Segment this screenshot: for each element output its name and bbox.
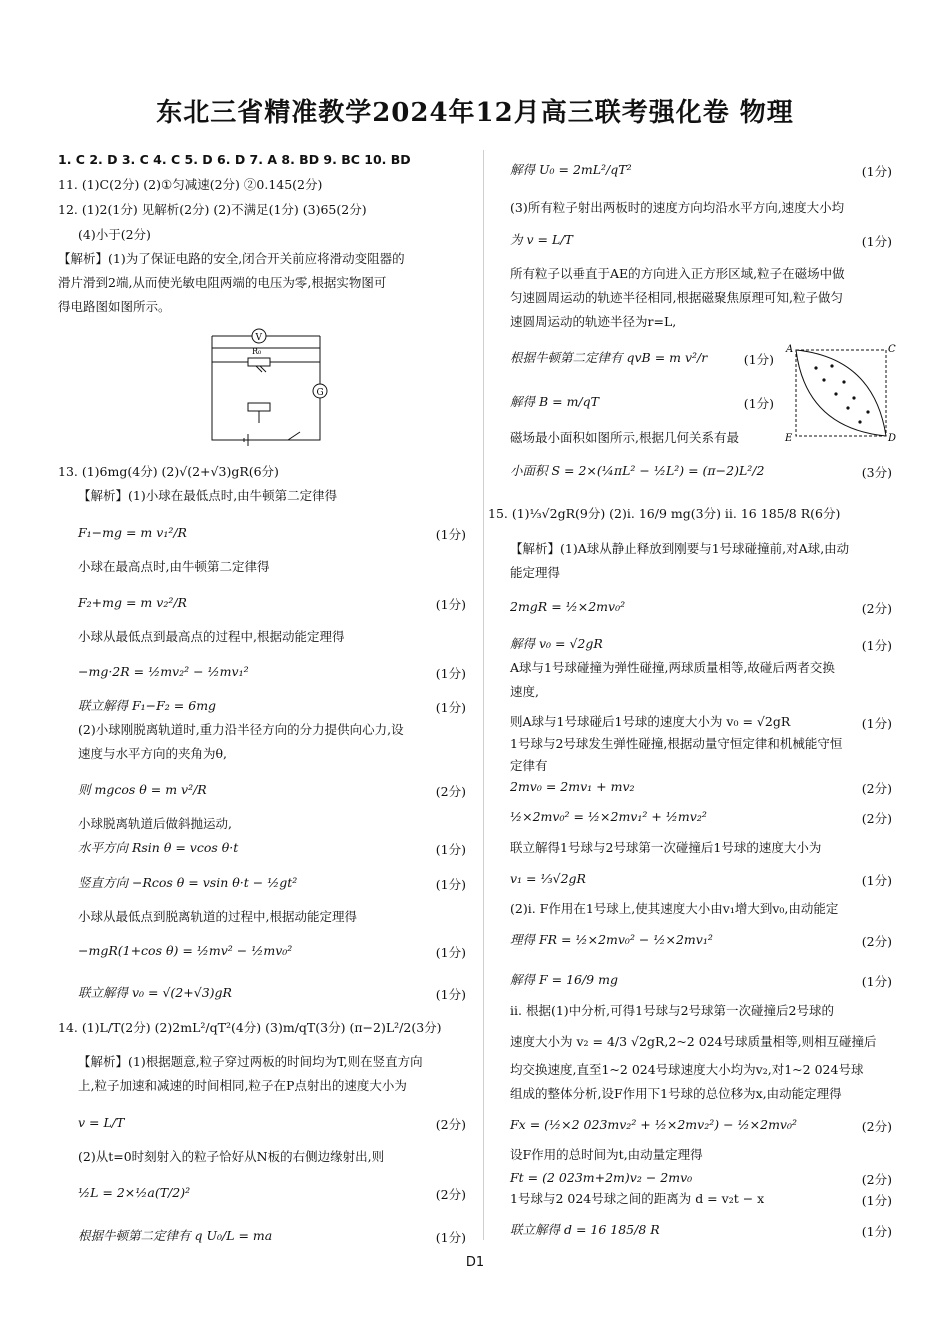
q15-eq9: Fx = (½×2 023mv₂² + ½×2mv₂²) − ½×2mv₀² [510, 1117, 798, 1132]
q15-eq9-points: (2分) [861, 1119, 892, 1134]
q15-line9b: 速度大小为 v₂ = 4/3 √2gR,2~2 024号球质量相等,则相互碰撞后 [510, 1034, 877, 1049]
q15-eq8: 解得 F = 16/9 mg [510, 972, 618, 987]
q15-answer: 15. (1)⅓√2gR(9分) (2)i. 16/9 mg(3分) ii. 16 185/8 R(6分) [488, 506, 841, 521]
q15-eq7: 理得 FR = ½×2mv₀² − ½×2mv₁² [510, 932, 713, 947]
q15-eq4: 2mv₀ = 2mv₁ + mv₂ [510, 779, 635, 794]
q13-line5a: (2)小球刚脱离轨道时,重力沿半径方向的分力提供向心力,设 [78, 722, 404, 737]
q15-line9a: ii. 根据(1)中分析,可得1号球与2号球第一次碰撞后2号球的 [510, 1003, 834, 1018]
q13-eq7: 竖直方向 −Rcos θ = vsin θ·t − ½gt² [78, 875, 298, 890]
q13-eq6-points: (1分) [435, 842, 466, 857]
r0-label: R₀ [252, 347, 262, 356]
q15-line7: (2)i. F作用在1号球上,使其速度大小由v₁增大到v₀,由动能定 [510, 901, 839, 916]
circuit-diagram [208, 328, 328, 443]
q14-answer: 14. (1)L/T(2分) (2)2mL²/qT²(4分) (3)m/qT(3分) (π−2)L²/2(3分) [58, 1020, 442, 1035]
q13-eq5-points: (2分) [435, 784, 466, 799]
q13-explanation-1: 【解析】(1)小球在最低点时,由牛顿第二定律得 [78, 488, 338, 503]
point-e-label: E [785, 433, 793, 444]
q15-eq1-points: (2分) [861, 601, 892, 616]
q15-eq4-points: (2分) [861, 781, 892, 796]
q14-explanation-2: 上,粒子加速和减速的时间相同,粒子在P点射出的速度大小为 [78, 1078, 407, 1093]
q13-eq6: 水平方向 Rsin θ = vcos θ·t [78, 840, 239, 855]
q13-line6: 小球脱离轨道后做斜抛运动, [78, 816, 232, 831]
q12-answer: 12. (1)2(1分) 见解析(2分) (2)不满足(1分) (3)65(2分) [58, 202, 367, 217]
q15-line9d: 组成的整体分析,设F作用下1号球的总位移为x,由动能定理得 [510, 1086, 842, 1101]
q14-eq1: v = L/T [78, 1115, 125, 1130]
q13-answer: 13. (1)6mg(4分) (2)√(2+√3)gR(6分) [58, 464, 279, 479]
q13-line8: 小球从最低点到脱离轨道的过程中,根据动能定理得 [78, 909, 357, 924]
q15-explanation-1: 【解析】(1)A球从静止释放到刚要与1号球碰撞前,对A球,由动 [510, 541, 850, 556]
q12-explanation-1: 【解析】(1)为了保证电路的安全,闭合开关前应将滑动变阻器的 [58, 251, 405, 266]
q15-eq10: Ft = (2 023m+2m)v₂ − 2mv₀ [510, 1170, 693, 1185]
page-title: 东北三省精准教学2024年12月高三联考强化卷 物理 [156, 98, 794, 128]
r-line3c: 速圆周运动的轨迹半径为r=L, [510, 314, 677, 329]
r-eq1: 解得 U₀ = 2mL²/qT² [510, 162, 632, 177]
q12-explanation-2: 滑片滑到2端,从而使光敏电阻两端的电压为零,根据实物图可 [58, 275, 387, 290]
q15-eq5: ½×2mv₀² = ½×2mv₁² + ½mv₂² [510, 809, 707, 824]
r-eq4: 解得 B = m/qT [510, 394, 599, 409]
q15-line6: 联立解得1号球与2号球第一次碰撞后1号球的速度大小为 [510, 840, 822, 855]
r-eq3-points: (1分) [743, 352, 774, 367]
q15-eq3: 则A球与1号球碰后1号球的速度大小为 v₀ = √2gR [510, 714, 791, 729]
q14-eq2: ½L = 2×½a(T/2)² [78, 1185, 191, 1200]
q13-eq8: −mgR(1+cos θ) = ½mv² − ½mv₀² [78, 943, 293, 958]
r-eq4-points: (1分) [743, 396, 774, 411]
q15-eq11-points: (1分) [861, 1193, 892, 1208]
q15-eq12: 联立解得 d = 16 185/8 R [510, 1222, 660, 1237]
q15-explanation-2: 能定理得 [510, 565, 561, 580]
r-line5: 磁场最小面积如图所示,根据几何关系有最 [510, 430, 739, 445]
q13-eq5: 则 mgcos θ = m v²/R [78, 782, 207, 797]
q15-eq5-points: (2分) [861, 811, 892, 826]
q14-eq3-points: (1分) [435, 1230, 466, 1245]
q13-eq2-points: (1分) [435, 597, 466, 612]
magnetic-field-figure [784, 342, 897, 444]
mc-answers: 1. C 2. D 3. C 4. C 5. D 6. D 7. A 8. BD 9. BC 10. BD [58, 152, 411, 167]
q15-eq2: 解得 v₀ = √2gR [510, 636, 603, 651]
voltmeter-label: V [255, 333, 262, 343]
point-d-label: D [888, 433, 897, 444]
q14-eq3: 根据牛顿第二定律有 q U₀/L = ma [78, 1228, 273, 1243]
q15-eq7-points: (2分) [861, 934, 892, 949]
q14-line2: (2)从t=0时刻射入的粒子恰好从N板的右侧边缘射出,则 [78, 1149, 385, 1164]
q15-line10: 设F作用的总时间为t,由动量定理得 [510, 1147, 703, 1162]
column-divider [483, 150, 484, 1240]
r-eq2: 为 v = L/T [510, 232, 573, 247]
q15-line4a: 1号球与2号球发生弹性碰撞,根据动量守恒定律和机械能守恒 [510, 736, 843, 751]
q15-line9c: 均交换速度,直至1~2 024号球速度大小均为v₂,对1~2 024号球 [510, 1062, 864, 1077]
q15-eq2-points: (1分) [861, 638, 892, 653]
q13-eq1: F₁−mg = m v₁²/R [78, 525, 187, 540]
q14-eq2-points: (2分) [435, 1187, 466, 1202]
r-eq5-points: (3分) [861, 465, 892, 480]
r-line3a: 所有粒子以垂直于AE的方向进入正方形区域,粒子在磁场中做 [510, 266, 845, 281]
q13-line5b: 速度与水平方向的夹角为θ, [78, 746, 227, 761]
q14-explanation-1: 【解析】(1)根据题意,粒子穿过两板的时间均为T,则在竖直方向 [78, 1054, 423, 1069]
q15-line3a: A球与1号球碰撞为弹性碰撞,两球质量相等,故碰后两者交换 [510, 660, 835, 675]
q13-eq9-points: (1分) [435, 987, 466, 1002]
q15-line4b: 定律有 [510, 758, 548, 773]
q15-eq6-points: (1分) [861, 873, 892, 888]
q15-line3b: 速度, [510, 684, 539, 699]
q15-eq12-points: (1分) [861, 1224, 892, 1239]
q13-line2: 小球在最高点时,由牛顿第二定律得 [78, 559, 270, 574]
q15-eq3-points: (1分) [861, 716, 892, 731]
point-a-label: A [786, 344, 794, 355]
q15-eq1: 2mgR = ½×2mv₀² [510, 599, 626, 614]
q13-eq1-points: (1分) [435, 527, 466, 542]
q13-line3: 小球从最低点到最高点的过程中,根据动能定理得 [78, 629, 345, 644]
q15-eq8-points: (1分) [861, 974, 892, 989]
r-eq3: 根据牛顿第二定律有 qvB = m v²/r [510, 350, 708, 365]
point-c-label: C [888, 344, 896, 355]
galvanometer-label: G [316, 388, 324, 398]
r-line3b: 匀速圆周运动的轨迹半径相同,根据磁聚焦原理可知,粒子做匀 [510, 290, 843, 305]
q11-answer: 11. (1)C(2分) (2)①匀减速(2分) ②0.145(2分) [58, 177, 323, 192]
q13-eq3-points: (1分) [435, 666, 466, 681]
q13-eq4-points: (1分) [435, 700, 466, 715]
page-number: D1 [465, 1255, 485, 1270]
q14-eq1-points: (2分) [435, 1117, 466, 1132]
q13-eq8-points: (1分) [435, 945, 466, 960]
q13-eq2: F₂+mg = m v₂²/R [78, 595, 187, 610]
q15-eq6: v₁ = ⅓√2gR [510, 871, 586, 886]
q13-eq7-points: (1分) [435, 877, 466, 892]
r-eq5: 小面积 S = 2×(¼πL² − ½L²) = (π−2)L²/2 [510, 463, 765, 478]
r-eq1-points: (1分) [861, 164, 892, 179]
q13-eq9: 联立解得 v₀ = √(2+√3)gR [78, 985, 232, 1000]
q12-answer-cont: (4)小于(2分) [78, 227, 151, 242]
r-line2: (3)所有粒子射出两板时的速度方向均沿水平方向,速度大小均 [510, 200, 845, 215]
q13-eq3: −mg·2R = ½mv₂² − ½mv₁² [78, 664, 249, 679]
q12-explanation-3: 得电路图如图所示。 [58, 299, 171, 314]
q15-eq10-points: (2分) [861, 1172, 892, 1187]
q13-eq4: 联立解得 F₁−F₂ = 6mg [78, 698, 217, 713]
r-eq2-points: (1分) [861, 234, 892, 249]
q15-eq11: 1号球与2 024号球之间的距离为 d = v₂t − x [510, 1191, 765, 1206]
